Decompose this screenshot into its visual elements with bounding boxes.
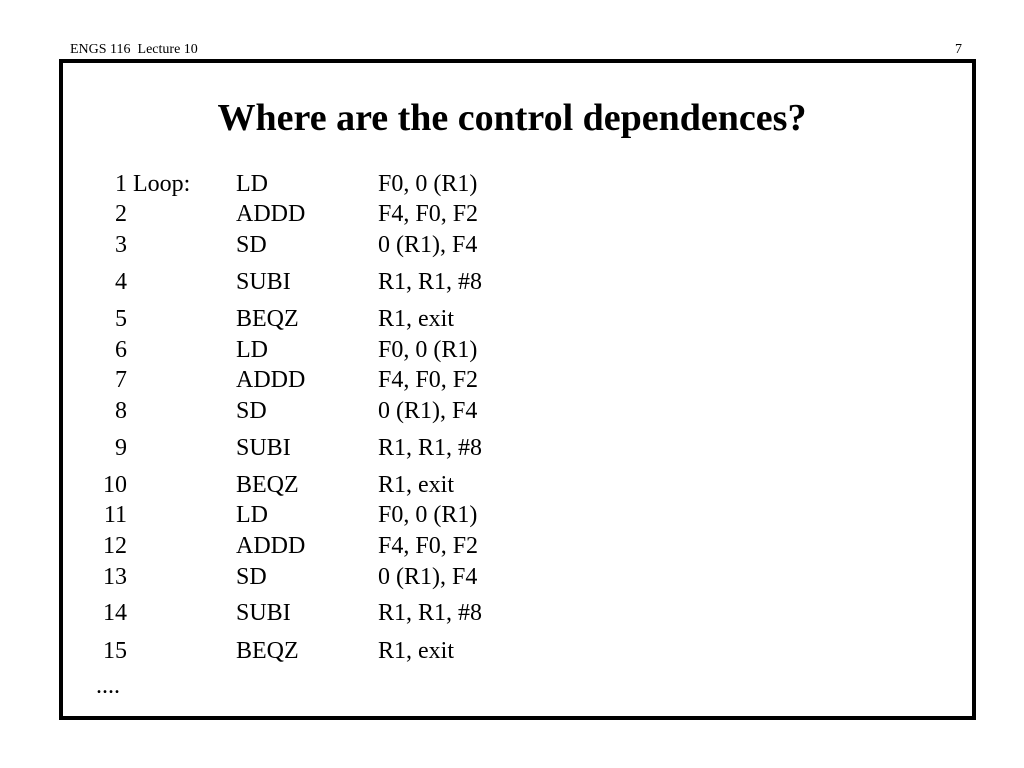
code-line (0, 231, 1024, 259)
course-header: ENGS 116 Lecture 10 (70, 42, 198, 57)
code-line (0, 471, 1024, 499)
code-line (0, 268, 1024, 296)
line-number: 3 (115, 232, 127, 258)
page-number: 7 (955, 42, 962, 57)
code-line (0, 434, 1024, 462)
line-number: 4 (115, 269, 127, 295)
operands: R1, R1, #8 (378, 435, 483, 461)
code-line (0, 170, 1024, 198)
code-line (0, 599, 1024, 627)
opcode: LD (236, 171, 268, 197)
code-line (0, 532, 1024, 560)
opcode: BEQZ (236, 306, 299, 332)
operands: F0, 0 (R1) (378, 171, 478, 197)
opcode: ADDD (236, 367, 306, 393)
line-number: 8 (115, 398, 127, 424)
code-line (0, 397, 1024, 425)
operands: 0 (R1), F4 (378, 564, 478, 590)
opcode: ADDD (236, 533, 306, 559)
opcode: SD (236, 232, 267, 258)
line-number: 11 (103, 502, 127, 528)
line-number: 13 (103, 564, 127, 590)
opcode: ADDD (236, 201, 306, 227)
line-number: 10 (103, 472, 127, 498)
code-line (0, 366, 1024, 394)
operands: 0 (R1), F4 (378, 232, 478, 258)
line-number: 5 (115, 306, 127, 332)
code-line (0, 637, 1024, 665)
operands: R1, exit (378, 472, 454, 498)
operands: F4, F0, F2 (378, 367, 479, 393)
opcode: SUBI (236, 600, 291, 626)
line-number: 15 (103, 638, 127, 664)
opcode: BEQZ (236, 472, 299, 498)
code-line (0, 200, 1024, 228)
line-label: Loop: (133, 171, 191, 197)
opcode: SUBI (236, 435, 291, 461)
line-number: 9 (115, 435, 127, 461)
opcode: BEQZ (236, 638, 299, 664)
line-number: 14 (103, 600, 127, 626)
line-number: 1 (115, 171, 127, 197)
opcode: LD (236, 337, 268, 363)
operands: R1, R1, #8 (378, 269, 483, 295)
operands: F0, 0 (R1) (378, 337, 478, 363)
operands: F4, F0, F2 (378, 201, 479, 227)
operands: R1, exit (378, 306, 454, 332)
code-line (0, 305, 1024, 333)
opcode: SD (236, 564, 267, 590)
operands: 0 (R1), F4 (378, 398, 478, 424)
opcode: SD (236, 398, 267, 424)
operands: R1, exit (378, 638, 454, 664)
continuation-ellipsis: .... (96, 673, 120, 699)
code-line (0, 501, 1024, 529)
opcode: SUBI (236, 269, 291, 295)
code-line (0, 336, 1024, 364)
line-number: 12 (103, 533, 127, 559)
line-number: 7 (115, 367, 127, 393)
slide-title: Where are the control dependences? (217, 97, 807, 139)
operands: R1, R1, #8 (378, 600, 483, 626)
code-line (0, 563, 1024, 591)
line-number: 6 (115, 337, 127, 363)
operands: F4, F0, F2 (378, 533, 479, 559)
line-number: 2 (115, 201, 127, 227)
opcode: LD (236, 502, 268, 528)
operands: F0, 0 (R1) (378, 502, 478, 528)
